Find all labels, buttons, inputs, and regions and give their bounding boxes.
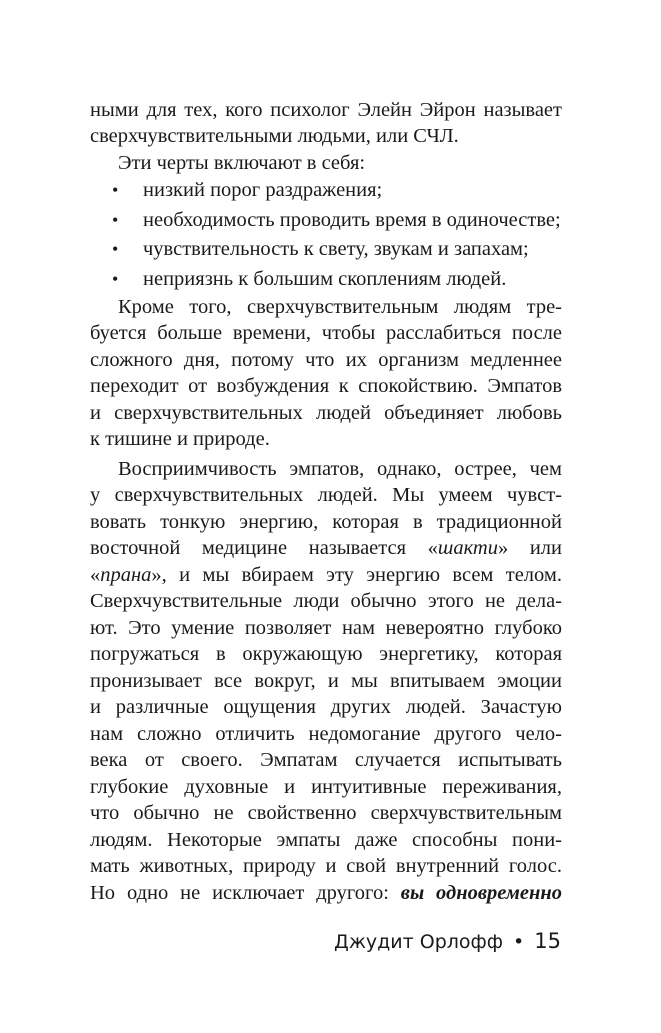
list-item: неприязнь к большим скоплениям людей.: [143, 268, 507, 290]
bullet-icon: •: [112, 269, 119, 289]
text-line: буется больше времени, чтобы расслабиться после: [90, 322, 562, 344]
list-item: необходимость проводить время в одиночестве;: [143, 209, 561, 231]
text-line: Сверхчувствительные люди обычно этого не дела-: [90, 590, 562, 612]
text-line: сложного дня, потому что их организм медленнее: [90, 349, 562, 371]
bold-italic-phrase: вы одновременно: [400, 882, 562, 904]
text-line: и сверхчувствительных людей объединяет любовь: [90, 402, 562, 424]
text-line: ют. Это умение позволяет нам невероятно глубоко: [90, 617, 562, 639]
text-line: мать животных, природу и свой внутренний голос.: [90, 855, 562, 877]
text-line: погружаться в окружающую энергетику, которая: [90, 643, 562, 665]
text-line: что обычно не свойственно сверхчувствительным: [90, 802, 562, 824]
author-name: Джудит Орлофф: [333, 931, 504, 953]
text-line: вовать тонкую энергию, которая в традиционной: [90, 511, 562, 533]
italic-term: шакти: [437, 537, 498, 559]
bullet-icon: •: [112, 180, 119, 200]
text-line: сверхчувствительными людьми, или СЧЛ.: [90, 125, 459, 147]
page-number: 15: [534, 929, 561, 953]
text-line: восточной медицине называется «шакти» или: [90, 537, 563, 559]
page-footer: [334, 927, 561, 956]
text-line: нам сложно отличить недомогание другого чело-: [90, 723, 562, 745]
footer-separator: •: [513, 931, 525, 953]
text-line: Кроме того, сверхчувствительным людям тре-: [118, 296, 562, 318]
text-line: ными для тех, кого психолог Элейн Эйрон называет: [90, 99, 562, 121]
list-item: низкий порог раздражения;: [143, 179, 383, 201]
text-line: переходит от возбуждения к спокойствию. Эмпатов: [90, 375, 562, 397]
bullet-icon: •: [112, 210, 119, 230]
text-line: и различные ощущения других людей. Зачастую: [90, 696, 562, 718]
text-line: людям. Некоторые эмпаты даже способны пони-: [90, 829, 562, 851]
text-line: века от своего. Эмпатам случается испытывать: [90, 749, 562, 771]
text-line: Но одно не исключает другого: вы одновременно: [90, 882, 562, 904]
text-line: к тишине и природе.: [90, 428, 270, 450]
italic-term: прана: [100, 564, 152, 586]
bullet-icon: •: [112, 239, 119, 259]
text-line: глубокие духовные и интуитивные переживания,: [90, 776, 562, 798]
text-line: пронизывает все вокруг, и мы впитываем эмоции: [90, 670, 562, 692]
text-line: Восприимчивость эмпатов, однако, острее, чем: [118, 458, 562, 480]
text-line: Эти черты включают в себя:: [118, 152, 366, 174]
text-line: «прана», и мы вбираем эту энергию всем телом.: [90, 564, 562, 586]
list-item: чувствительность к свету, звукам и запахам;: [143, 238, 529, 260]
text-line: у сверхчувствительных людей. Мы умеем чувст-: [90, 484, 562, 506]
